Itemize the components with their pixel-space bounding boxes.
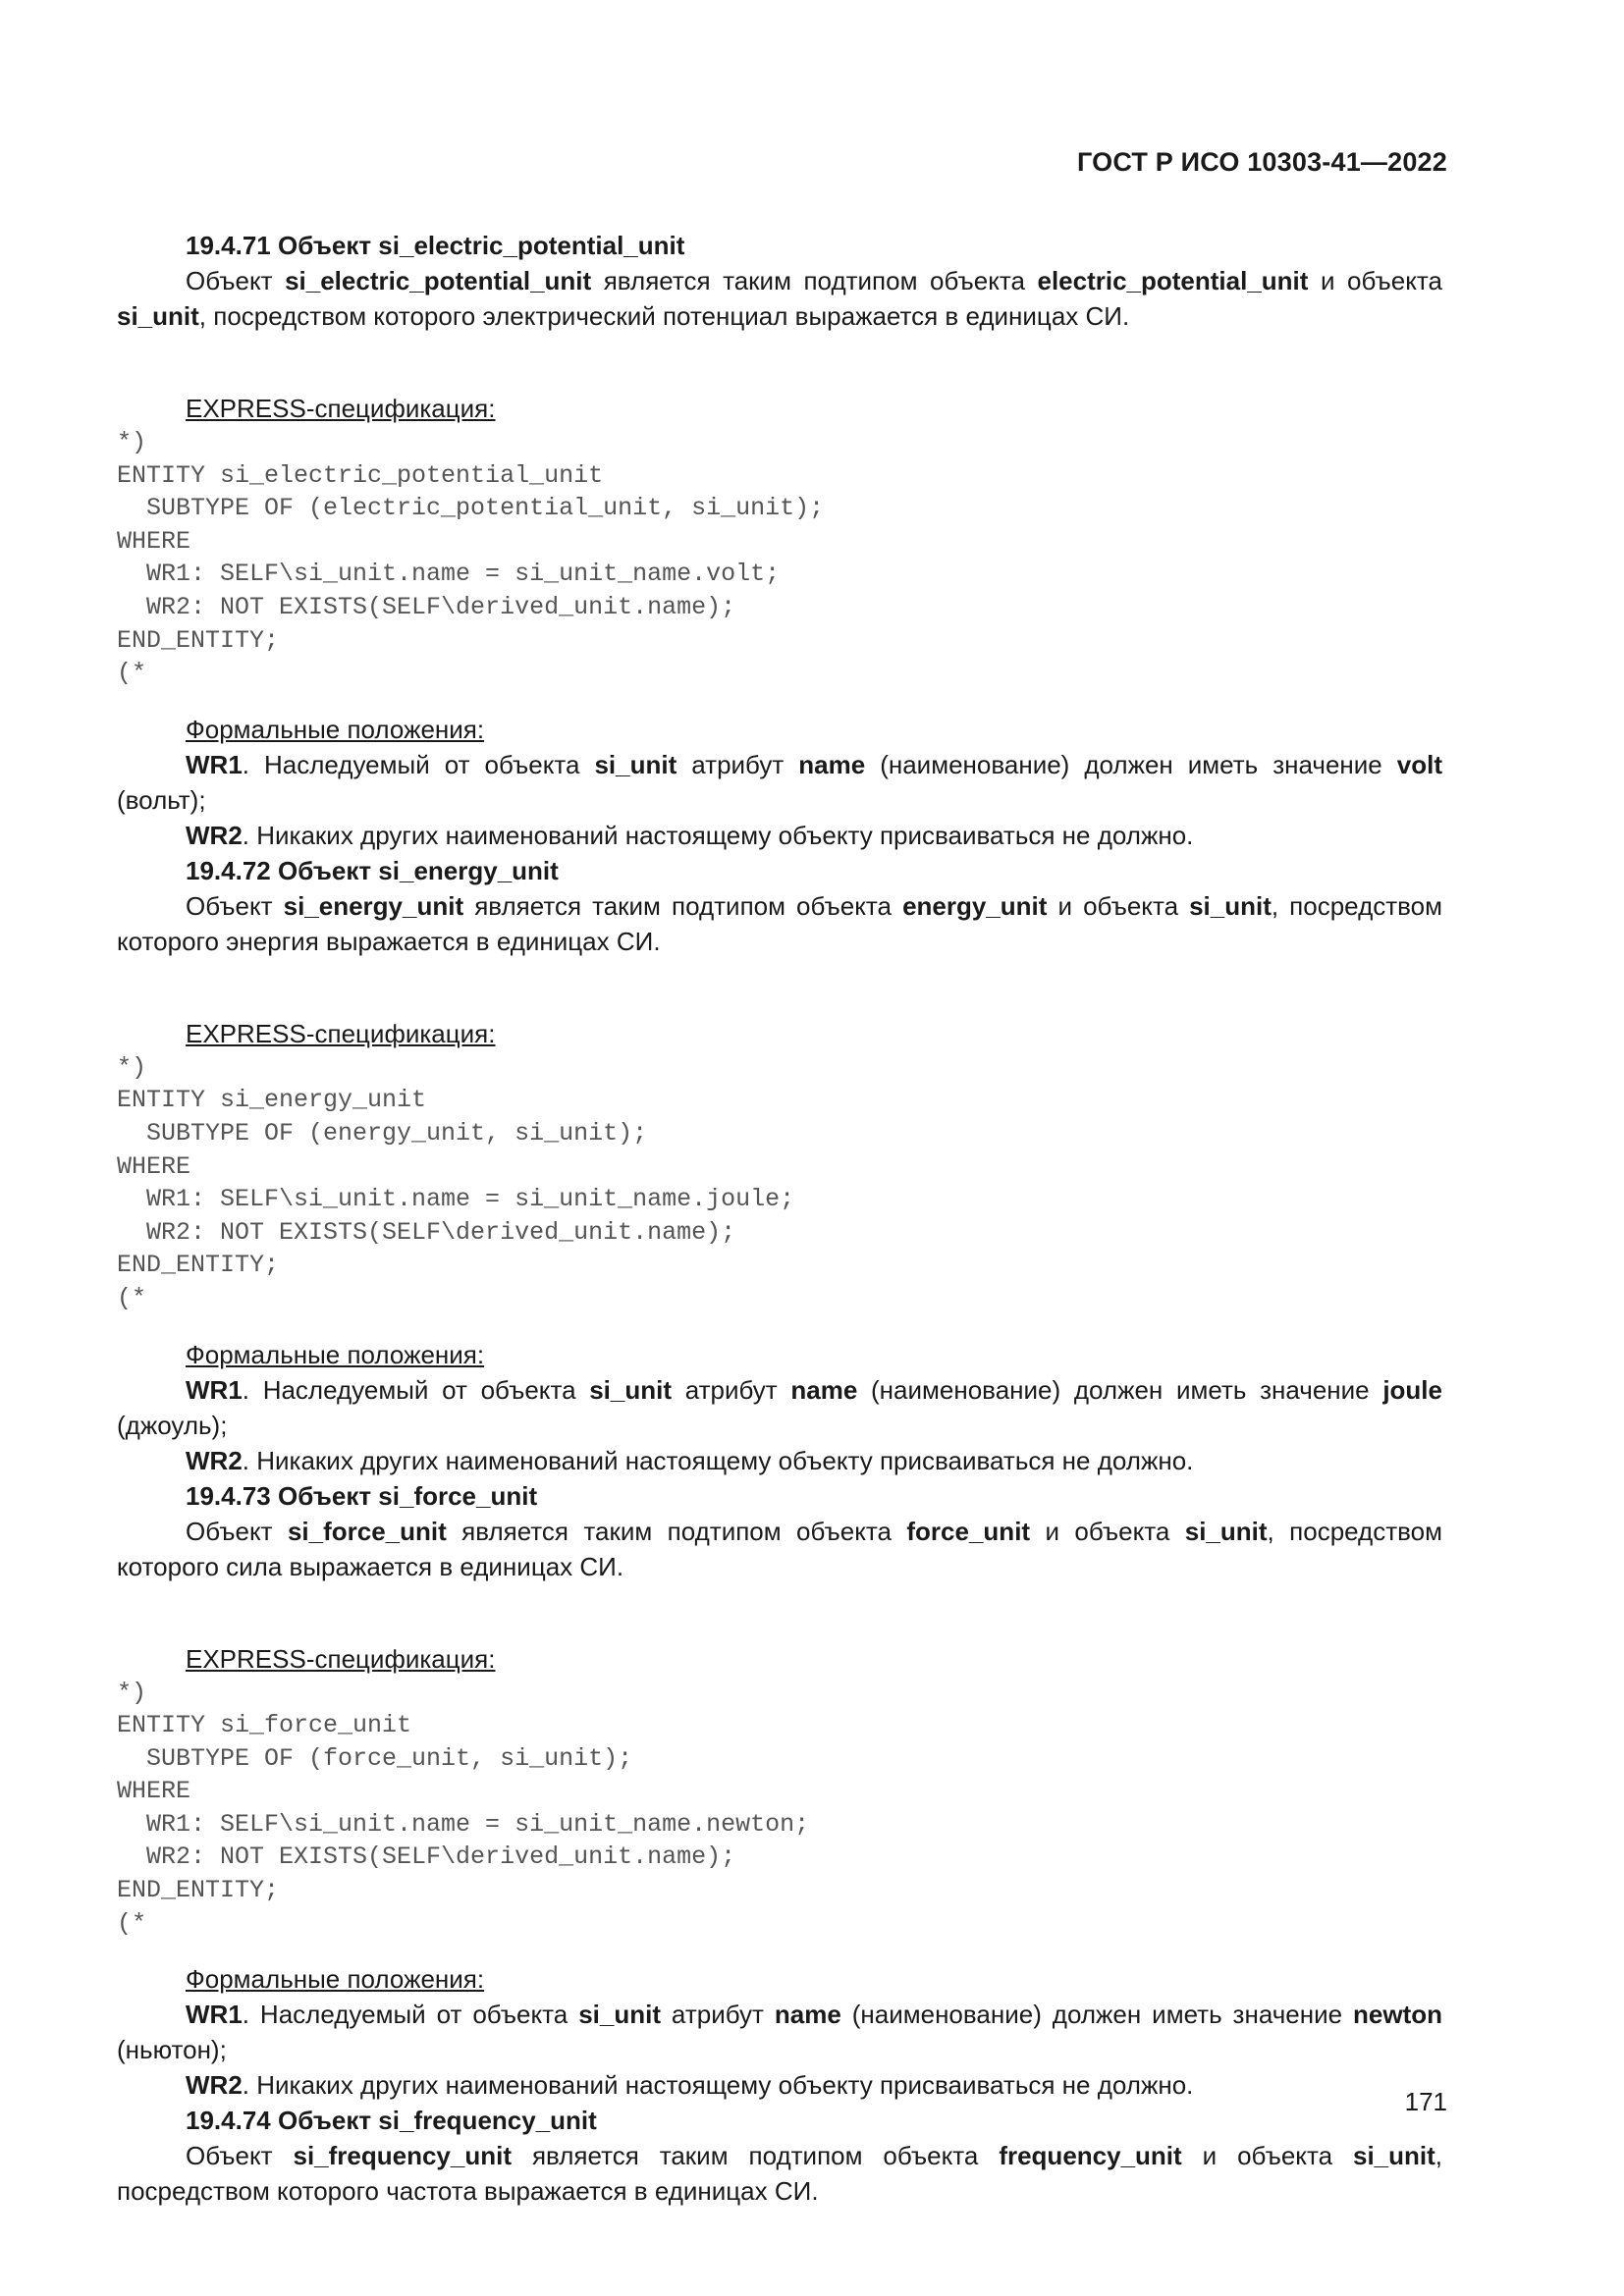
express-code: *) ENTITY si_energy_unit SUBTYPE OF (energy_unit, si_unit); WHERE WR1: SELF\si_unit.name = si_unit_name.joule; WR2: NOT EXISTS(SELF\derived_unit.name); END_ENTITY; (* xyxy=(117,1052,795,1312)
formal-label: Формальные положения: xyxy=(186,714,485,744)
rule-wr1: WR1. Наследуемый от объекта si_unit атрибут name (наименование) должен иметь значение volt (вольт); xyxy=(117,749,1442,815)
section-title: 19.4.73 Объект si_force_unit xyxy=(186,1480,538,1511)
section-description: Объект si_frequency_unit является таким подтипом объекта frequency_unit и объекта si_unit, посредством которого частота выражается в единицах СИ. xyxy=(117,2141,1443,2207)
section-title: 19.4.71 Объект si_electric_potential_unit xyxy=(186,231,685,260)
section-description: Объект si_force_unit является таким подтипом объекта force_unit и объекта si_unit, посредством которого сила выражается в единицах СИ. xyxy=(117,1516,1442,1581)
rule-wr2: WR2. Никаких других наименований настоящему объекту присваиваться не должно. xyxy=(186,2070,1194,2101)
section-si-frequency-unit xyxy=(117,2103,1442,2209)
page-number: 171 xyxy=(1404,2087,1447,2116)
section-si-energy-unit xyxy=(117,853,1442,1478)
document-header: ГОСТ Р ИСО 10303-41—2022 xyxy=(1077,147,1447,177)
rule-wr1: WR1. Наследуемый от объекта si_unit атрибут name (наименование) должен иметь значение newton (ньютон); xyxy=(117,2000,1442,2065)
express-code: *) ENTITY si_force_unit SUBTYPE OF (force_unit, si_unit); WHERE WR1: SELF\si_unit.name = si_unit_name.newton; WR2: NOT EXISTS(SELF\derived_unit.name); END_ENTITY; (* xyxy=(117,1678,810,1938)
express-label: EXPRESS-спецификация: xyxy=(186,1018,496,1048)
section-description: Объект si_energy_unit является таким подтипом объекта energy_unit и объекта si_unit, посредством которого энергия выражается в единицах СИ. xyxy=(117,890,1442,956)
express-label: EXPRESS-спецификация: xyxy=(186,1643,496,1674)
formal-label: Формальные положения: xyxy=(186,1964,485,1995)
rule-wr2: WR2. Никаких других наименований настоящему объекту присваиваться не должно. xyxy=(186,1445,1194,1475)
rule-wr2: WR2. Никаких других наименований настоящему объекту присваиваться не должно. xyxy=(186,820,1194,850)
express-code: *) ENTITY si_electric_potential_unit SUBTYPE OF (electric_potential_unit, si_unit); WHERE WR1: SELF\si_unit.name = si_unit_name.volt; WR2: NOT EXISTS(SELF\derived_unit.name); END_ENTITY; (* xyxy=(117,428,825,688)
page-content xyxy=(117,228,1442,2209)
section-title: 19.4.72 Объект si_energy_unit xyxy=(186,855,559,885)
rule-wr1: WR1. Наследуемый от объекта si_unit атрибут name (наименование) должен иметь значение joule (джоуль); xyxy=(117,1374,1442,1440)
section-title: 19.4.74 Объект si_frequency_unit xyxy=(186,2106,597,2136)
express-label: EXPRESS-спецификация: xyxy=(186,394,496,423)
section-si-force-unit xyxy=(117,1478,1442,2104)
formal-label: Формальные положения: xyxy=(186,1339,485,1369)
section-description: Объект si_electric_potential_unit является таким подтипом объекта electric_potential_unit и объекта si_unit, посредством которого электрический потенциал выражается в единицах СИ. xyxy=(117,266,1442,331)
section-si-electric-potential-unit xyxy=(117,228,1442,853)
